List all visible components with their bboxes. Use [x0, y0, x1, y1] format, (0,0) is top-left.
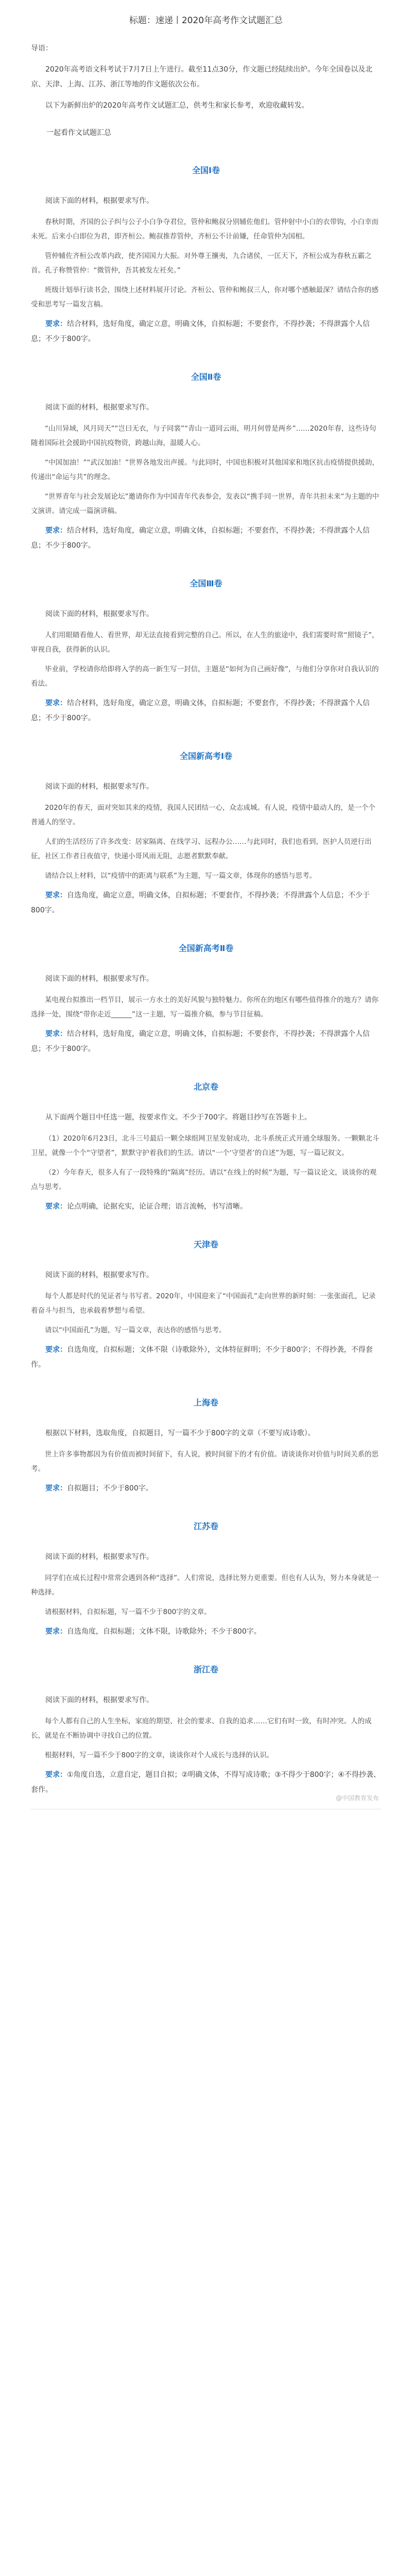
section-paragraph: 请以“中国面孔”为题，写一篇文章，表达你的感悟与思考。 — [45, 1326, 226, 1334]
section-requirement — [31, 1027, 381, 1057]
requirement-text: 自选角度，自拟标题；文体不限，诗歌除外；不少于800字。 — [67, 1628, 261, 1636]
summary-label: 一起看作文试题汇总 — [46, 129, 111, 137]
exam-section — [31, 1395, 381, 1496]
requirement-label: 要求： — [45, 1030, 67, 1038]
exam-section — [31, 369, 381, 553]
intro-greeting: 导语： — [31, 44, 53, 53]
exam-section — [31, 1519, 381, 1639]
requirement-label: 要求： — [45, 1484, 67, 1493]
requirement-text: 结合材料，选好角度，确定立意，明确文体，自拟标题；不要套作，不得抄袭；不得泄露个人信息；不少于800字。 — [31, 699, 370, 722]
watermark: @中国教育发布 — [335, 1794, 379, 1802]
section-paragraph: 每个人都是时代的见证者与书写者。2020年，中国迎来了“中国面孔”走向世界的新时刻：一张张面孔，记录着奋斗与担当，也承载着梦想与希望。 — [31, 1292, 376, 1315]
section-instructions: 阅读下面的材料，根据要求写作。 — [45, 1696, 153, 1704]
section-requirement — [31, 523, 381, 553]
intro-paragraph: 2020年高考语文科考试于7月7日上午进行。截至11点30分，作文题已经陆续出炉。今年全国卷以及北京、天津、上海、江苏、浙江等地的作文题依次公布。 — [31, 65, 373, 89]
section-heading: 北京卷 — [193, 1082, 218, 1092]
exam-section — [31, 163, 381, 347]
requirement-text: 结合材料，选好角度，确定立意，明确文体，自拟标题；不要套作，不得抄袭；不得泄露个人信息；不少于800字。 — [31, 527, 370, 550]
section-paragraph: “世界青年与社会发展论坛”邀请你作为中国青年代表参会，发表以“携手同一世界，青年共担未来”为主题的中文演讲。请完成一篇演讲稿。 — [31, 493, 379, 515]
section-paragraph: 请根据材料，自拟标题，写一篇不少于800字的文章。 — [45, 1608, 211, 1616]
section-paragraph: 根据材料，写一篇不少于800字的文章，谈谈你对个人成长与选择的认识。 — [45, 1751, 274, 1759]
section-instructions: 阅读下面的材料，根据要求写作。 — [45, 1271, 153, 1279]
section-heading: 江苏卷 — [193, 1521, 218, 1531]
requirement-text: ①角度自选，立意自定，题目自拟；②明确文体，不得写成诗歌；③不得少于800字；④不得抄袭、套作。 — [31, 1771, 381, 1794]
article-title: 标题：速递丨2020年高考作文试题汇总 — [129, 15, 283, 26]
section-requirement — [31, 1624, 381, 1639]
section-requirement — [31, 1481, 381, 1496]
section-paragraph: （1）2020年6月23日，北斗三号最后一颗全球组网卫星发射成功，北斗系统正式开通全球服务。一颗颗北斗卫星，就像一个个“守望者”，默默守护着我们的生活。请以“一个‘守望者’的自述”为题，写一篇记叙文。 — [31, 1134, 380, 1157]
section-heading: 天津卷 — [193, 1240, 218, 1249]
article — [31, 0, 381, 1809]
section-paragraph: （2）今年春天，很多人有了一段特殊的“隔离”经历。请以“在线上的时候”为题，写一篇议论文，谈谈你的观点与思考。 — [31, 1168, 377, 1191]
requirement-text: 论点明确，论据充实，论证合理；语言流畅，书写清晰。 — [67, 1202, 247, 1211]
section-instructions: 阅读下面的材料，根据要求写作。 — [45, 610, 153, 618]
exam-section — [31, 1237, 381, 1372]
section-paragraph: 每个人都有自己的人生坐标，家庭的期望、社会的要求、自我的追求……它们有时一致，有时冲突。人的成长，就是在不断协调中寻找自己的位置。 — [31, 1717, 372, 1740]
requirement-label: 要求： — [45, 527, 67, 535]
section-paragraph: 某电视台拟推出一档节目，展示一方水土的美好风貌与独特魅力。你所在的地区有哪些值得推介的地方？请你选择一处，围绕“带你走近______”这一主题，写一篇推介稿，参与节目征稿。 — [31, 996, 379, 1019]
section-heading: 上海卷 — [193, 1398, 218, 1408]
section-paragraph: 班级计划举行读书会，围绕上述材料展开讨论。齐桓公、管仲和鲍叔三人，你对哪个感触最深？请结合你的感受和思考写一篇发言稿。 — [31, 286, 379, 309]
section-requirement — [31, 1343, 381, 1372]
section-heading: 全国Ⅲ卷 — [190, 579, 222, 588]
section-paragraph: 请结合以上材料，以“疫情中的距离与联系”为主题，写一篇文章，体现你的感悟与思考。 — [45, 872, 316, 880]
section-paragraph: “中国加油！”“武汉加油！”世界各地发出声援。与此同时，中国也积极对其他国家和地区抗击疫情提供援助，传递出“命运与共”的理念。 — [31, 459, 379, 481]
requirement-text: 自拟题目；不少于800字。 — [67, 1484, 153, 1493]
section-paragraph: 同学们在成长过程中常常会遇到各种“选择”。人们常说，选择比努力更重要。但也有人认为，努力本身就是一种选择。 — [31, 1574, 379, 1597]
requirement-label: 要求： — [45, 699, 67, 707]
requirement-label: 要求： — [45, 320, 67, 328]
section-paragraph: “山川异域，风月同天”“岂曰无衣，与子同裳”“青山一道同云雨，明月何曾是两乡”……2020年春，这些诗句随着国际社会援助中国抗疫物资，跨越山海，温暖人心。 — [31, 425, 376, 447]
section-paragraph: 毕业前，学校请你给即将入学的高一新生写一封信，主题是“如何为自己画好像”，与他们分享你对自我认识的看法。 — [31, 665, 379, 688]
section-instructions: 阅读下面的材料，根据要求写作。 — [45, 1553, 153, 1561]
exam-section — [31, 576, 381, 726]
requirement-text: 自选角度，确定立意，明确文体，自拟标题；不要套作，不得抄袭；不得泄露个人信息；不少于800字。 — [31, 891, 370, 914]
section-paragraph: 管仲辅佐齐桓公改革内政，使齐国国力大振。对外尊王攘夷，九合诸侯，一匡天下，齐桓公成为春秋五霸之首。孔子称赞管仲：“微管仲，吾其被发左衽矣。” — [31, 252, 372, 275]
section-heading: 全国Ⅱ卷 — [191, 372, 221, 382]
sections-container — [31, 163, 381, 1798]
section-requirement — [31, 888, 381, 918]
section-requirement — [31, 317, 381, 347]
requirement-text: 自选角度，自拟标题；文体不限（诗歌除外），文体特征鲜明；不少于800字；不得抄袭，不得套作。 — [31, 1346, 373, 1369]
section-requirement — [31, 1768, 381, 1798]
requirement-label: 要求： — [45, 1346, 67, 1354]
section-requirement — [31, 696, 381, 726]
section-paragraph: 人们的生活经历了许多改变：居家隔离、在线学习、远程办公……与此同时，我们也看到，医护人员逆行出征，社区工作者日夜值守，快递小哥风雨无阻，志愿者默默奉献。 — [31, 838, 372, 860]
section-instructions: 阅读下面的材料，根据要求写作。 — [45, 403, 153, 412]
requirement-label: 要求： — [45, 891, 67, 900]
section-paragraph: 人们用眼睛看他人、看世界，却无法直接看到完整的自己。所以，在人生的旅途中，我们需要时常“照镜子”，审视自我，获得新的认识。 — [31, 631, 379, 654]
section-heading: 全国Ⅰ卷 — [192, 165, 220, 175]
section-heading: 全国新高考Ⅰ卷 — [180, 751, 232, 761]
section-heading: 全国新高考Ⅱ卷 — [178, 943, 234, 953]
exam-section — [31, 1079, 381, 1214]
requirement-label: 要求： — [45, 1771, 67, 1779]
section-instructions: 从下面两个题目中任选一题，按要求作文。不少于700字。将题目抄写在答题卡上。 — [45, 1113, 312, 1122]
section-instructions: 根据以下材料，选取角度，自拟题目，写一篇不少于800字的文章（不要写成诗歌）。 — [45, 1429, 315, 1437]
section-instructions: 阅读下面的材料，根据要求写作。 — [45, 975, 153, 983]
intro-paragraph: 以下为新鲜出炉的2020年高考作文试题汇总，供考生和家长参考，欢迎收藏转发。 — [45, 101, 309, 110]
requirement-label: 要求： — [45, 1628, 67, 1636]
exam-section — [31, 941, 381, 1057]
exam-section — [31, 749, 381, 918]
exam-section — [31, 1662, 381, 1798]
requirement-text: 结合材料，选好角度，确定立意，明确文体，自拟标题；不要套作，不得抄袭；不得泄露个人信息；不少于800字。 — [31, 320, 370, 343]
section-heading: 浙江卷 — [193, 1665, 218, 1674]
requirement-label: 要求： — [45, 1202, 67, 1211]
section-instructions: 阅读下面的材料，根据要求写作。 — [45, 783, 153, 791]
requirement-text: 结合材料，选好角度，确定立意，明确文体，自拟标题；不要套作，不得抄袭；不得泄露个人信息；不少于800字。 — [31, 1030, 370, 1053]
section-paragraph: 春秋时期，齐国的公子纠与公子小白争夺君位，管仲和鲍叔分别辅佐他们。管仲射中小白的衣带钩，小白幸而未死。后来小白即位为君，即齐桓公。鲍叔推荐管仲，齐桓公不计前嫌，任命管仲为国相。 — [31, 218, 379, 241]
section-paragraph: 2020年的春天，面对突如其来的疫情，我国人民团结一心，众志成城。有人说，疫情中最动人的，是一个个普通人的坚守。 — [31, 804, 375, 826]
section-requirement — [31, 1199, 381, 1214]
section-instructions: 阅读下面的材料，根据要求写作。 — [45, 197, 153, 205]
section-paragraph: 世上许多事物都因为有价值而被时间留下，有人说，被时间留下的才有价值。请谈谈你对价值与时间关系的思考。 — [31, 1450, 379, 1473]
